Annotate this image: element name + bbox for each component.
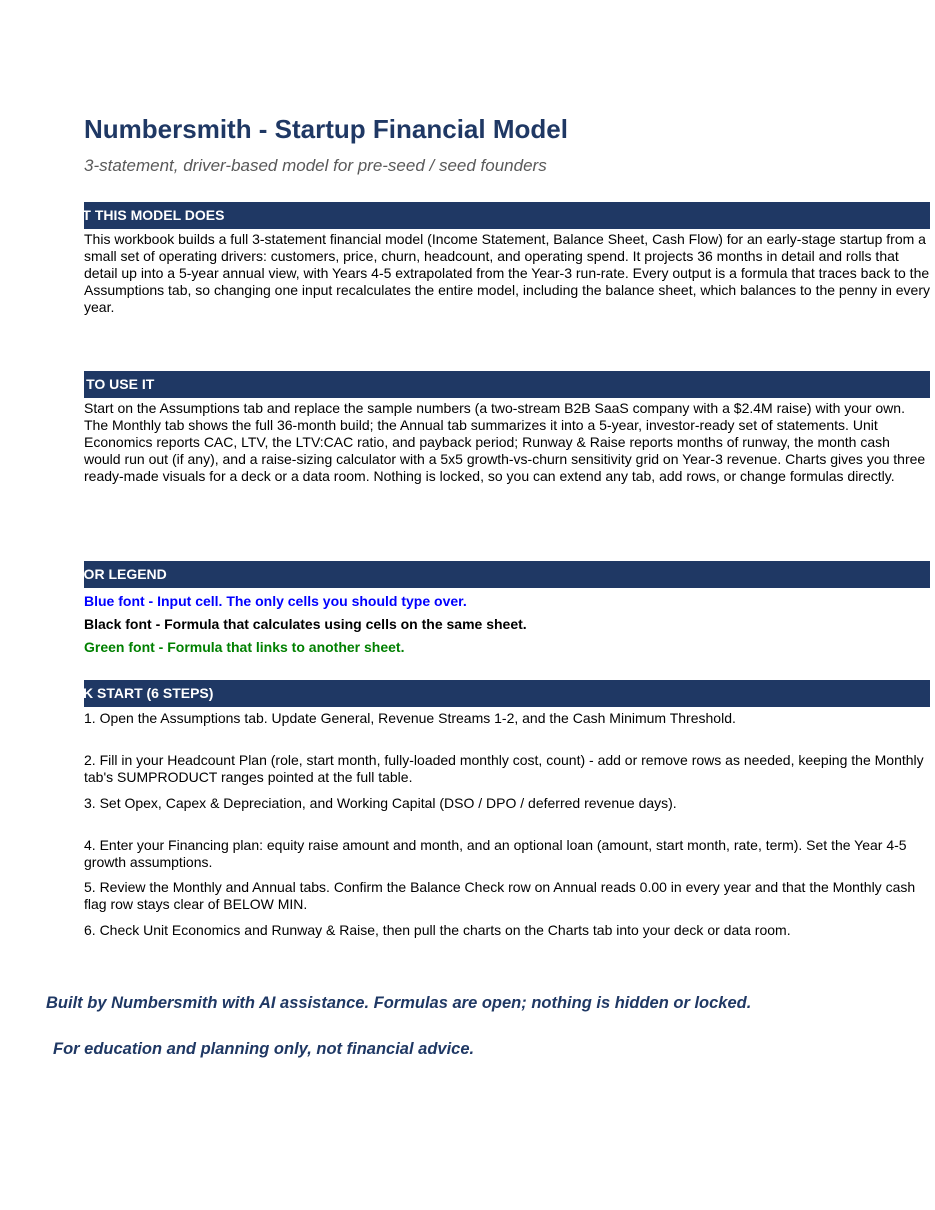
section-header-what-this-model-does <box>50 202 930 229</box>
quickstart-step-5: 5. Review the Monthly and Annual tabs. Confirm the Balance Check row on Annual reads 0.00 in every year and that the Monthly cash flag row stays clear of BELOW MIN. <box>84 879 916 912</box>
quickstart-step-1: 1. Open the Assumptions tab. Update General, Revenue Streams 1-2, and the Cash Minimum Threshold. <box>84 710 736 726</box>
quickstart-step-2: 2. Fill in your Headcount Plan (role, start month, fully-loaded monthly cost, count) - add or remove rows as needed, keeping the Monthly tab's SUMPRODUCT ranges pointed at the full table. <box>84 752 924 785</box>
page-title: Numbersmith - Startup Financial Model <box>84 114 568 144</box>
footnote-disclaimer <box>53 1040 935 1064</box>
footnote-attribution-text: Built by Numbersmith with AI assistance. Formulas are open; nothing is hidden or locked. <box>46 994 752 1012</box>
section-heading-legend: COLOR LEGEND <box>54 566 167 582</box>
section-heading-how: HOW TO USE IT <box>48 376 155 392</box>
section-heading-quickstart: QUICK START (6 STEPS) <box>48 685 214 701</box>
quickstart-step-4: 4. Enter your Financing plan: equity raise amount and month, and an optional loan (amount, start month, rate, term). Set the Year 4-5 growth assumptions. <box>84 837 907 870</box>
section-header-how-to-use-it <box>48 371 930 398</box>
section-header-color-legend <box>54 561 930 588</box>
quickstart-step-6: 6. Check Unit Economics and Runway & Raise, then pull the charts on the Charts tab into your deck or data room. <box>84 922 791 938</box>
footnote-attribution <box>46 994 935 1018</box>
quickstart-step-3: 3. Set Opex, Capex & Depreciation, and Working Capital (DSO / DPO / deferred revenue days). <box>84 795 677 811</box>
legend-item-formula: Black font - Formula that calculates using cells on the same sheet. <box>84 616 527 632</box>
footnote-disclaimer-text: For education and planning only, not financial advice. <box>53 1040 475 1058</box>
section-heading-what: WHAT THIS MODEL DOES <box>50 207 225 223</box>
section-header-quick-start <box>48 680 930 707</box>
page-subtitle: 3-statement, driver-based model for pre-seed / seed founders <box>84 156 547 175</box>
legend-item-link: Green font - Formula that links to another sheet. <box>84 639 405 655</box>
section-body-how: Start on the Assumptions tab and replace the sample numbers (a two-stream B2B SaaS company with a $2.4M raise) with your own. The Monthly tab shows the full 36-month build; the Annual tab summarizes it into a 5-year, investor-ready set of statements. Unit Economics reports CAC, LTV, the LTV:CAC ratio, and payback period; Runway & Raise reports months of runway, the month cash would run out (if any), and a raise-sizing calculator with a 5x5 growth-vs-churn sensitivity grid on Year-3 revenue. Charts gives you three ready-made visuals for a deck or a data room. Nothing is locked, so you can extend any tab, add rows, or change formulas directly. <box>84 400 926 484</box>
legend-item-input: Blue font - Input cell. The only cells you should type over. <box>84 593 467 609</box>
section-body-what: This workbook builds a full 3-statement financial model (Income Statement, Balance Sheet, Cash Flow) for an early-stage startup from a small set of operating drivers: customers, price, churn, headcount, and operating spend. It projects 36 months in detail and rolls that detail up into a 5-year annual view, with Years 4-5 extrapolated from the Year-3 run-rate. Every output is a formula that traces back to the Assumptions tab, so changing one input recalculates the entire model, including the balance sheet, which balances to the penny in every year. <box>84 231 930 315</box>
